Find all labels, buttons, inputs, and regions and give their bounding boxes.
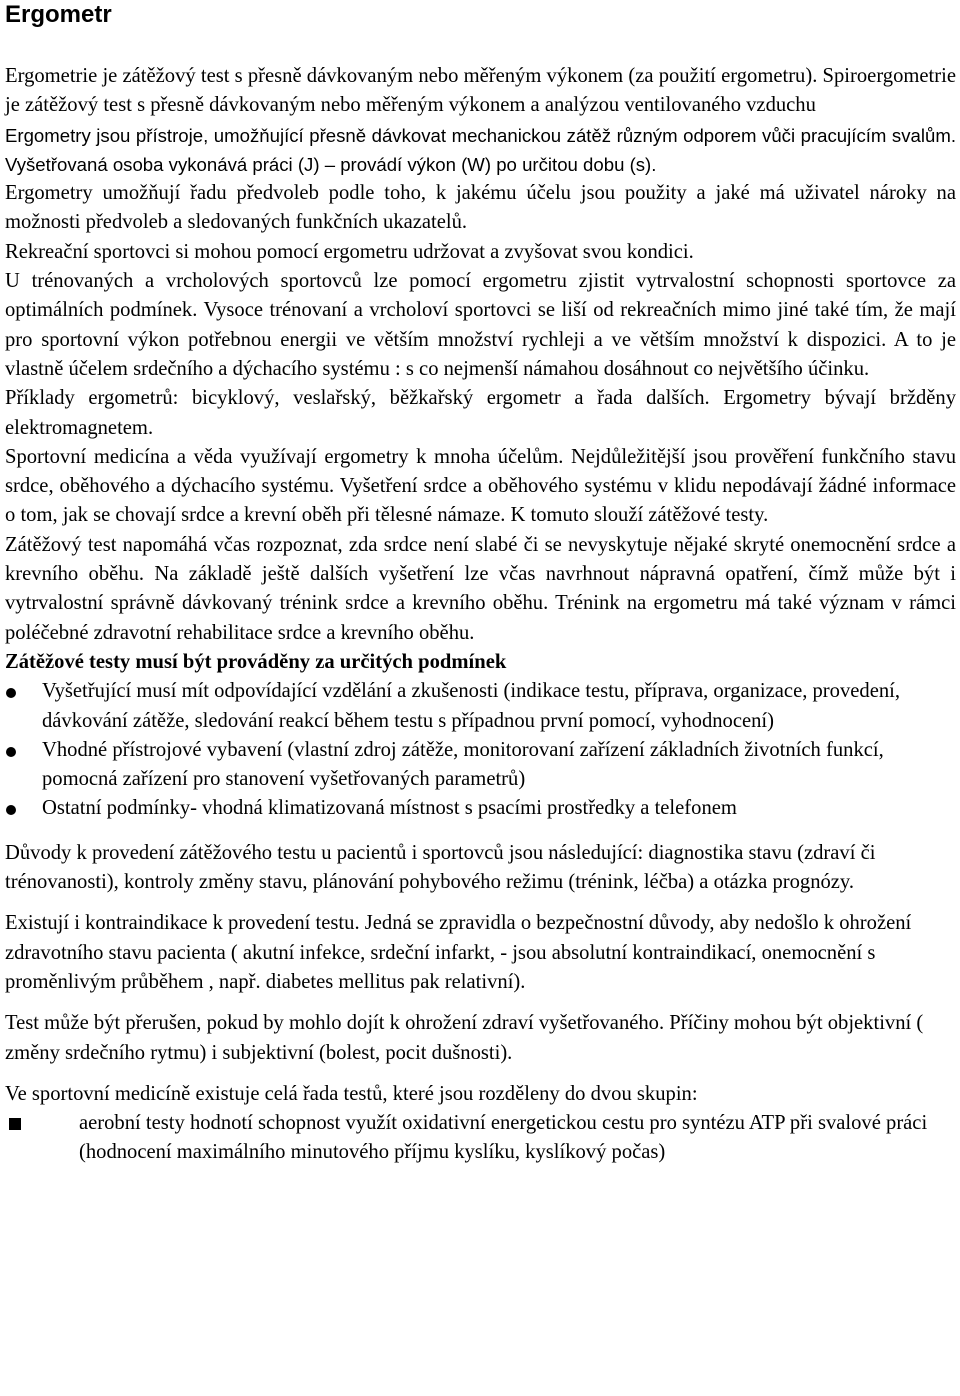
conditions-list (5, 677, 956, 823)
intro-paragraph-4: Rekreační sportovci si mohou pomocí ergometru udržovat a zvyšovat svou kondici. (5, 240, 694, 263)
document-title: Ergometr (5, 1, 112, 28)
list-item: Vhodné přístrojové vybavení (vlastní zdroj zátěže, monitorovaní zařízení základních životních funkcí, pomocná zařízení pro stanovení vyšetřovaných parametrů) (5, 736, 956, 795)
intro-section (5, 62, 956, 824)
list-item: aerobní testy hodnotí schopnost využít oxidativní energetickou cestu pro syntézu ATP při svalové práci (hodnocení maximálního minutového příjmu kyslíku, kyslíkový počas) (5, 1109, 956, 1168)
contraindications-paragraph: Existují i kontraindikace k provedení testu. Jedná se zpravidla o bezpečnostní důvody, aby nedošlo k ohrožení zdravotního stavu pacienta ( akutní infekce, srdeční infarkt, - jsou absolutní kontraindikací, onemocnění s proměnlivým průběhem , např. diabetes mellitus pak relativní). (5, 912, 912, 993)
bullet-dot-icon (6, 805, 16, 815)
interruption-paragraph: Test může být přerušen, pokud by mohlo dojít k ohrožení zdraví vyšetřovaného. Příčiny mohou být objektivní ( změny srdečního rytmu) i subjektivní (bolest, pocit dušnosti). (5, 1012, 924, 1064)
bullet-dot-icon (6, 688, 16, 698)
test-groups-intro: Ve sportovní medicíně existuje celá řada testů, které jsou rozděleny do dvou skupin: (5, 1082, 698, 1105)
intro-paragraph-3: Ergometry umožňují řadu předvoleb podle toho, k jakému účelu jsou použity a jaké má uživatel nároky na možnosti předvoleb a sledovaných funkčních ukazatelů. (5, 182, 956, 234)
intro-paragraph-5: U trénovaných a vrcholových sportovců lze pomocí ergometru zjistit vytrvalostní schopnosti sportovce za optimálních podmínek. Vysoce trénovaní a vrcholoví sportovci se liší od rekreačních mimo jiné také tím, že mají pro sportovní výkon potřebnou energii ve větším množství rychleji a ve větším množství k dispozici. A to je vlastně účelem srdečního a dýchacího systému : s co nejmenší námahou dosáhnout co největšího účinku. (5, 270, 956, 380)
list-item: Ostatní podmínky- vhodná klimatizovaná místnost s psacími prostředky a telefonem (5, 794, 956, 823)
intro-paragraph-8: Zátěžový test napomáhá včas rozpoznat, zda srdce není slabé či se nevyskytuje nějaké skryté onemocnění srdce a krevního oběhu. Na základě ještě dalších vyšetření lze včas navrhnout nápravná opatření, čímž může být i vytrvalostní správně dávkovaný trénink srdce a krevního oběhu. Trénink na ergometru má také význam v rámci poléčebné zdravotní rehabilitace srdce a krevního oběhu. (5, 533, 956, 644)
conditions-heading: Zátěžové testy musí být prováděny za určitých podmínek (5, 650, 507, 673)
intro-paragraph-1: Ergometrie je zátěžový test s přesně dávkovaným nebo měřeným výkonem (za použití ergometru). Spiroergometrie je zátěžový test s přesně dávkovaným nebo měřeným výkonem a analýzou ventilovaného vzduchu (5, 65, 956, 117)
square-bullet-icon (9, 1118, 21, 1130)
bullet-dot-icon (6, 747, 16, 757)
intro-paragraph-7: Sportovní medicína a věda využívají ergometry k mnoha účelům. Nejdůležitější jsou prověření funkčního stavu srdce, oběhového a dýchacího systému. Vyšetření srdce a oběhového systému v klidu nepodávají žádné informace o tom, jak se chovají srdce a krevní oběh při tělesné námaze. K tomuto slouží zátěžové testy. (5, 445, 956, 527)
intro-paragraph-6: Příklady ergometrů: bicyklový, veslařský, běžkařský ergometr a řada dalších. Ergometry bývají bržděny elektromagnetem. (5, 387, 956, 439)
reasons-paragraph: Důvody k provedení zátěžového testu u pacientů i sportovců jsou následující: diagnostika stavu (zdraví či trénovanosti), kontroly změny stavu, plánování pohybového režimu (trénink, léčba) a otázka prognózy. (5, 841, 876, 894)
intro-paragraph-2: Ergometry jsou přístroje, umožňující přesně dávkovat mechanickou zátěž různým odporem vůči pracujícím svalům. Vyšetřovaná osoba vykonává práci (J) – provádí výkon (W) po určitou dobu (s). (5, 124, 956, 175)
list-item: Vyšetřující musí mít odpovídající vzdělání a zkušenosti (indikace testu, příprava, organizace, provedení, dávkování zátěže, sledování reakcí během testu s případnou první pomocí, vyhodnocení) (5, 677, 956, 736)
test-groups-list (5, 1109, 956, 1168)
lower-section (5, 839, 956, 1168)
